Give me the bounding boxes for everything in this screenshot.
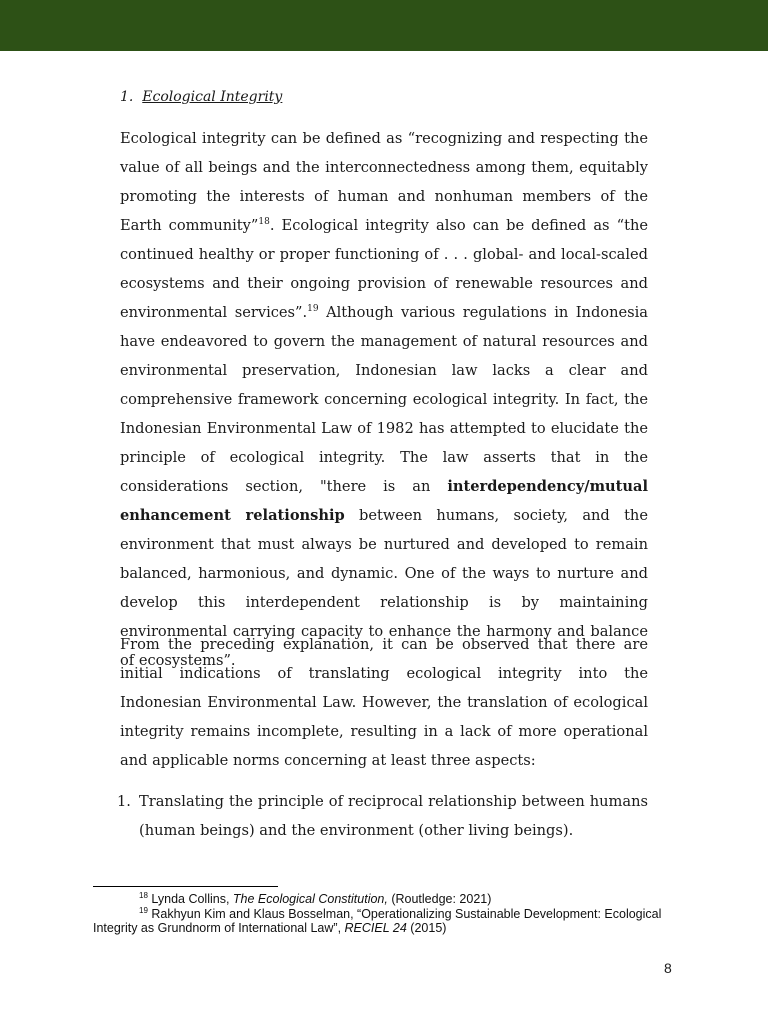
aspects-list [117,787,648,845]
footnote-text: (2015) [406,921,447,935]
page-number: 8 [664,960,672,976]
paragraph-ecological-integrity [120,124,648,675]
footnote-19 [93,907,673,936]
bold-phrase: interdependency/mutual enhancement relationship [120,478,648,524]
section-title: Ecological Integrity [142,89,283,105]
section-number: 1. [120,89,134,105]
footnote-italic: RECIEL 24 [344,921,407,935]
footnote-mark: 19 [139,905,148,915]
paragraph-text: between humans, society, and the environment that must always be nurtured and developed to remain balanced, harmonious, and dynamic. One of the ways to nurture and develop this interdependent relationship is by maintaining environmental carrying capacity to enhance the harmony and balance of ecosystems”. [120,507,648,669]
paragraph-text: . Ecological integrity also can be defined as “the continued healthy or proper functioning of . . . global- and local-scaled ecosystems and their ongoing provision of renewable resources and environmental services”. [120,217,648,321]
paragraph-text: Ecological integrity can be defined as “recognizing and respecting the value of all beings and the interconnectedness among them, equitably promoting the interests of human and nonhuman members of the Earth community” [120,130,648,234]
list-item-text: Translating the principle of reciprocal relationship between humans (human beings) and the environment (other living beings). [139,793,648,839]
footnote-text: Rakhyun Kim and Klaus Bosselman, “Operationalizing Sustainable Development: Ecological Integrity as Grundnorm of International Law”, [93,906,662,935]
paragraph-preceding-explanation: From the preceding explanation, it can be observed that there are initial indications of translating ecological integrity into the Indonesian Environmental Law. However, the translation of ecological integrity remains incomplete, resulting in a lack of more operational and applicable norms concerning at least three aspects: [120,636,648,769]
list-item [117,787,648,845]
footnotes [93,892,673,936]
list-item-number: 1. [117,793,131,810]
footnote-italic: The Ecological Constitution, [232,892,388,906]
footnote-separator [93,886,278,887]
footnote-mark: 18 [139,891,148,900]
section-heading [120,87,282,107]
footnote-ref-19[interactable]: 19 [307,304,319,314]
header-bar [0,0,768,51]
footnote-18 [93,892,673,907]
footnote-text: Lynda Collins, [147,892,233,906]
paragraph-text: Although various regulations in Indonesia have endeavored to govern the management of natural resources and environmental preservation, Indonesian law lacks a clear and comprehensive framework concerning ecological integrity. In fact, the Indonesian Environmental Law of 1982 has attempted to elucidate the principle of ecological integrity. The law asserts that in the considerations section, "there is an [120,304,648,495]
footnote-ref-18[interactable]: 18 [258,217,270,227]
footnote-text: (Routledge: 2021) [387,892,492,906]
